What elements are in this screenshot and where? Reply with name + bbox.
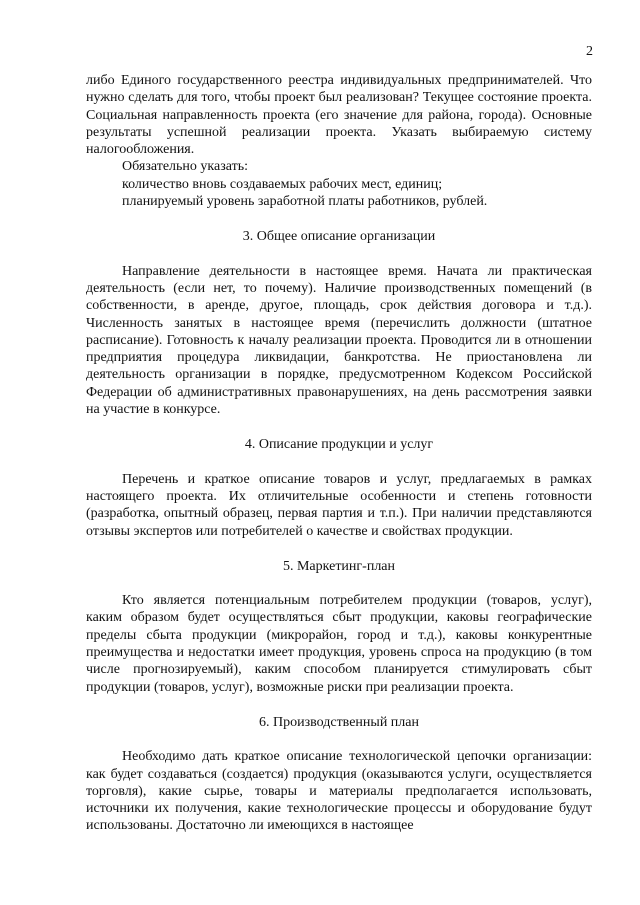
list-item: планируемый уровень заработной платы работников, рублей. [122, 194, 488, 210]
list-item: количество вновь создаваемых рабочих мест, единиц; [122, 176, 443, 192]
page-number: 2 [586, 44, 593, 59]
must-specify-label: Обязательно указать: [122, 159, 248, 175]
section-heading: 4. Описание продукции и услуг [244, 437, 434, 453]
section-paragraph: Перечень и краткое описание товаров и услуг, предлагаемых в рамках настоящего проекта. Их отличительные особенности и степень готовности (разработка, опытный образец, первая партия и т.п.). При наличии представляются отзывы экспертов или потребителей о качестве и свойствах продукции. [86, 471, 592, 539]
section-heading: 5. Маркетинг-план [282, 558, 396, 574]
section-paragraph: Направление деятельности в настоящее время. Начата ли практическая деятельность (если нет, то почему). Наличие производственных помещений (в собственности, в аренде, другое, площадь, срок действия договора и т.д.). Численность занятых в настоящее время (перечислить должности (штатное расписание). Готовность к началу реализации проекта. Проводится ли в отношении предприятия процедура ликвидации, банкротства. Не приостановлена ли деятельность организации в порядке, предусмотренном Кодексом Российской Федерации об административных правонарушениях, на день рассмотрения заявки на участие в конкурсе. [86, 263, 592, 418]
document-body [86, 72, 592, 835]
intro-paragraph: либо Единого государственного реестра индивидуальных предпринимателей. Что нужно сделать для того, чтобы проект был реализован? Текущее состояние проекта. Социальная направленность проекта (его значение для района, города). Основные результаты успешной реализации проекта. Указать выбираемую систему налогообложения. [86, 73, 592, 158]
section-paragraph: Кто является потенциальным потребителем продукции (товаров, услуг), каким образом будет осуществляться сбыт продукции, каковы географические пределы сбыта продукции (микрорайон, город и т.д.), каковы конкурентные преимущества и недостатки имеет продукция, уровень спроса на продукцию (в том числе прогнозируемый), каким способом планируется стимулировать сбыт продукции (товаров, услуг), возможные риски при реализации проекта. [86, 593, 592, 695]
section-heading: 3. Общее описание организации [242, 229, 436, 245]
section-heading: 6. Производственный план [258, 714, 419, 730]
section-paragraph: Необходимо дать краткое описание технологической цепочки организации: как будет создаваться (создается) продукция (оказываются услуги, осуществляется торговля), какие сырье, товары и материалы предполагается использовать, источники их получения, какие технологические процессы и оборудование будут использованы. Достаточно ли имеющихся в настоящее [86, 749, 592, 834]
